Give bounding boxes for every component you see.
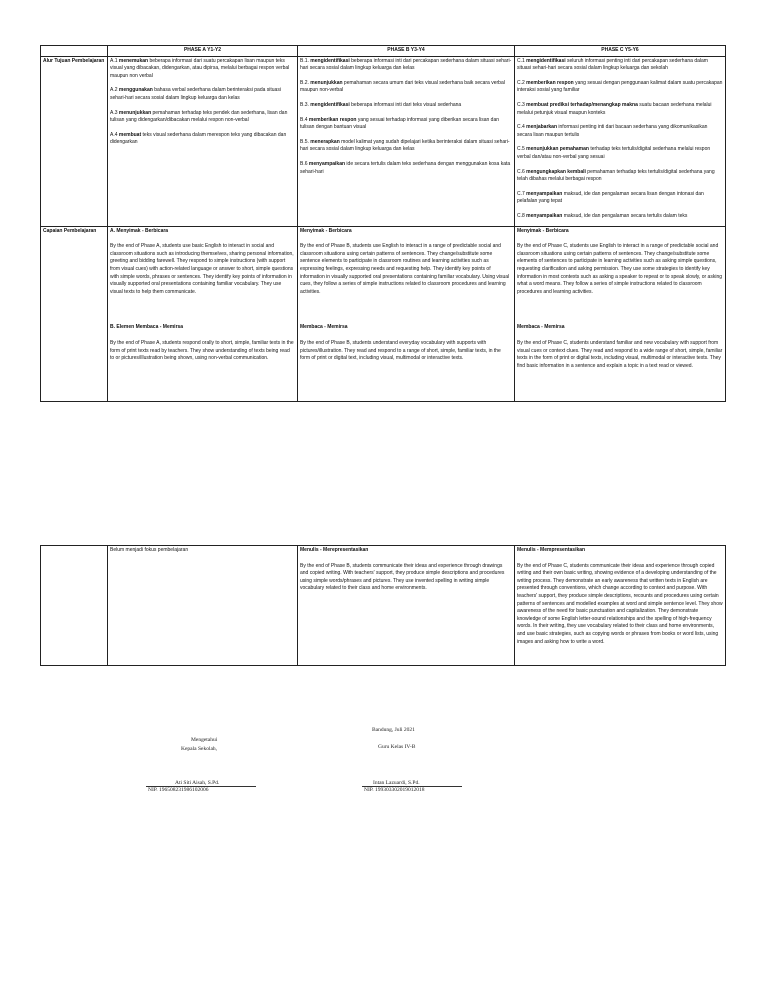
left-principal-nip: NIP. 196508231986102006 — [148, 787, 209, 793]
phase-b-writing-heading: Menulis - Merepresentasikan — [300, 547, 369, 553]
writing-outcomes-table — [40, 545, 726, 666]
left-acknowledge-label: Mengetahui — [191, 737, 218, 743]
header-phase-c: PHASE C Y5-Y6 — [515, 46, 726, 57]
objective-c5: C.5 menunjukkan pemahaman terhadap teks tertulis/digital sederhana melalui respon verbal dan/atau non-verbal yang sesuai — [517, 146, 711, 160]
phase-a-listening-heading: A. Menyimak - Berbicara — [110, 227, 169, 234]
phase-c-writing-text: By the end of Phase C, students communicate their ideas and experience through copied writing and their own basic writing, showing evidence of a developing understanding of the writing process. They demonstrate an early awareness that written texts in English are presented through conventions, which change according to context and purpose. With teachers' support, they produce simple descriptions, recounts and procedures using certain patterns of sentences and modelled examples at word and simple sentence level. They show awareness of the need for basic punctuation and capitalization. They demonstrate knowledge of some English letter-sound relationships and the spelling of high-frequency words. In their writing, they use vocabulary related to their class and home environments, and use basic strategies, such as copying words or phrases from books or word lists, using images and asking how to write a word. — [517, 562, 723, 645]
objective-b3: B.3. mengidentifikasi beberapa informasi inti dari teks visual sederhana — [300, 101, 462, 108]
phase-b-writing — [298, 546, 515, 666]
phase-c-outcomes — [515, 226, 726, 401]
phase-b-listening-text: By the end of Phase B, students use English to interact in a range of predictable social and classroom situations using certain patterns of sentences. They change/substitute some sentence elements to participate in classroom routines and learning activities such as expressing feelings, expressing needs and requesting help. They identify key points of information in visually supported oral presentations containing familiar vocabulary. Using visual cues, they follow a series of simple instructions related to classroom procedures and learning activities. — [300, 243, 510, 295]
left-principal-name: Ati Siti Aisah, S.Pd. — [175, 780, 220, 786]
phase-c-writing — [515, 546, 726, 666]
objective-c6: C.6 mengungkapkan kembali pemahaman terhadap teks tertulis/digital sederhana yang telah dibahas melalui berbagai respon — [517, 168, 715, 183]
table-header-row — [41, 46, 726, 57]
right-teacher-title: Guru Kelas IV-B — [378, 744, 416, 750]
right-teacher-nip: NIP. 199303302019012018 — [364, 787, 425, 793]
phase-a-listening-text: By the end of Phase A, students use basic English to interact in social and classroom situations such as introducing themselves, sharing personal information, greeting and bidding farewell. They respond to simple instructions (with support from visual cues) with action-related language or answer to short, simple questions with simple words, phrases or sentences. They identify key points of information in visually supported oral presentations containing familiar vocabulary. They use visual texts to help them communicate. — [110, 243, 294, 295]
phase-a-outcomes — [108, 226, 298, 401]
right-date: Bandung, Juli 2021 — [372, 727, 415, 733]
objective-c1: C.1 mengidentifikasi seluruh informasi penting inti dari percakapan sederhana dalam situasi sehari-hari secara sosial dalam lingkup keluarga dan sekolah — [517, 57, 708, 72]
header-empty — [41, 46, 108, 57]
phase-c-listening-text: By the end of Phase C, students use English to interact in a range of predictable social and classroom situations using certain patterns of sentences. They change/substitute some elements of sentences to participate in learning activities such as asking simple questions, requesting clarification and asking permission. They use some strategies to identify key information in most contexts such as asking a speaker to repeat or to speak slowly, or asking what a word means. They follow a series of simple instructions related to classroom procedures and learning activities. — [517, 243, 723, 295]
phase-a-writing — [108, 546, 298, 666]
objective-a3: A.3 menunjukkan pemahaman terhadap teks pendek dan sederhana, lisan dan tulisan yang didengarkan/dibacakan melalui respon non-verbal — [110, 109, 288, 124]
phase-a-reading-heading: B. Elemen Membaca - Memirsa — [110, 324, 184, 331]
phase-c-objectives — [515, 56, 726, 226]
row-alur-tujuan — [41, 56, 726, 226]
phase-a-objectives — [108, 56, 298, 226]
objective-a4: A.4 membuat teks visual sederhana dalam merespon teks yang dibacakan dan didengarkan — [110, 131, 287, 146]
objective-c2: C.2 memberikan respon yang sesuai dengan penggunaan kalimat dalam suatu percakapan interaksi sosial yang familiar — [517, 79, 723, 94]
header-phase-b: PHASE B Y3-Y4 — [298, 46, 515, 57]
phase-a-reading-text: By the end of Phase A, students respond orally to short, simple, familiar texts in the form of print texts read by teachers. They show understanding of texts being read to or pictures/illustration being shown, using non-verbal communication. — [110, 339, 294, 362]
objective-b6: B.6 menyampaikan ide secara tertulis dalam teks sederhana dengan menggunakan kosa kata sehari-hari — [300, 160, 511, 175]
row-label-capaian: Capaian Pembelajaran — [41, 226, 108, 401]
phase-b-outcomes — [298, 226, 515, 401]
objective-c7: C.7 menyampaikan maksud, ide dan pengalaman secara lisan dengan intonasi dan pelafalan yang tepat — [517, 190, 704, 205]
objective-b1: B.1. mengidentifikasi beberapa informasi inti dari percakapan sederhana dalam situasi sehari-hari secara sosial dalam lingkup keluarga dan kelas — [300, 57, 512, 72]
right-teacher-name: Intan Lazuardi, S.Pd. — [373, 780, 420, 786]
objective-c3: C.3 membuat prediksi terhadap/menangkap makna suatu bacaan sederhana melalui melalui petunjuk visual maupun konteks — [517, 101, 712, 116]
left-principal-title: Kepala Sekolah, — [181, 746, 218, 752]
learning-objectives-table — [40, 45, 726, 402]
phase-c-reading-heading: Membaca - Memirsa — [517, 324, 565, 331]
objective-a1: A.1 menemukan beberapa informasi dari suatu percakapan lisan maupun teks visual yang dibacakan, didengarkan, atau dipirsa, melalui berbagai respon verbal maupun non verbal — [110, 57, 290, 79]
objective-b4: B.4 memberikan respon yang sesuai terhadap informasi yang diberikan secara lisan dan tulisan dengan bantuan visual — [300, 116, 500, 131]
phase-b-objectives — [298, 56, 515, 226]
phase-c-writing-heading: Menulis - Mempresentasikan — [517, 547, 586, 553]
phase-c-listening-heading: Menyimak - Berbicara — [517, 227, 569, 234]
phase-b-reading-text: By the end of Phase B, students understand everyday vocabulary with supports with pictures/illustration. They read and respond to a range of short, simple, familiar texts, in the form of print or digital text, including visual, multimodal or interactive texts. — [300, 339, 501, 362]
header-phase-a: PHASE A Y1-Y2 — [108, 46, 298, 57]
phase-b-writing-text: By the end of Phase B, students communicate their ideas and experience through drawings and copied writing. With teachers' support, they produce simple descriptions and procedures using simple words/phrases and pictures. They use invented spelling in writing simple vocabulary related to their class and home environments. — [300, 562, 505, 592]
objective-b5: B.5. menerapkan model kalimat yang sudah dipelajari ketika berinteraksi dalam situasi sehari-hari secara sosial dalam lingkup keluarga dan kelas — [300, 138, 510, 153]
phase-c-reading-text: By the end of Phase C, students understand familiar and new vocabulary with support from visual cues or context clues. They read and respond to a wide range of short, simple, familiar texts in the form of print or digital texts, including visual, multimodal or interactive texts. They find basic information in a sentence and explain a topic in a text read or viewed. — [517, 339, 723, 369]
phase-b-listening-heading: Menyimak - Berbicara — [300, 227, 352, 234]
phase-b-reading-heading: Membaca - Memirsa — [300, 324, 348, 331]
objective-c4: C.4 menjabarkan informasi penting inti dari bacaan sederhana yang dikomunikasikan secara lisan maupun tertulis — [517, 124, 708, 138]
row-label-alur-tujuan: Alur Tujuan Pembelajaran — [41, 56, 108, 226]
objective-a2: A.2 menggunakan bahasa verbal sederhana dalam berinteraksi pada situasi sehari-hari secara sosial dalam lingkup keluarga dan kelas — [110, 87, 281, 101]
row-capaian — [41, 226, 726, 401]
objective-b2: B.2. menunjukkan pemahaman secara umum dari teks visual sederhana baik secara verbal maupun non-verbal — [300, 79, 505, 94]
phase-a-writing-text: Belum menjadi fokus pembelajaran — [110, 547, 189, 553]
row-label-empty — [41, 546, 108, 666]
objective-c8: C.8 menyampaikan maksud, ide dan pengalaman secara tertulis dalam teks — [517, 212, 688, 219]
row-writing — [41, 546, 726, 666]
